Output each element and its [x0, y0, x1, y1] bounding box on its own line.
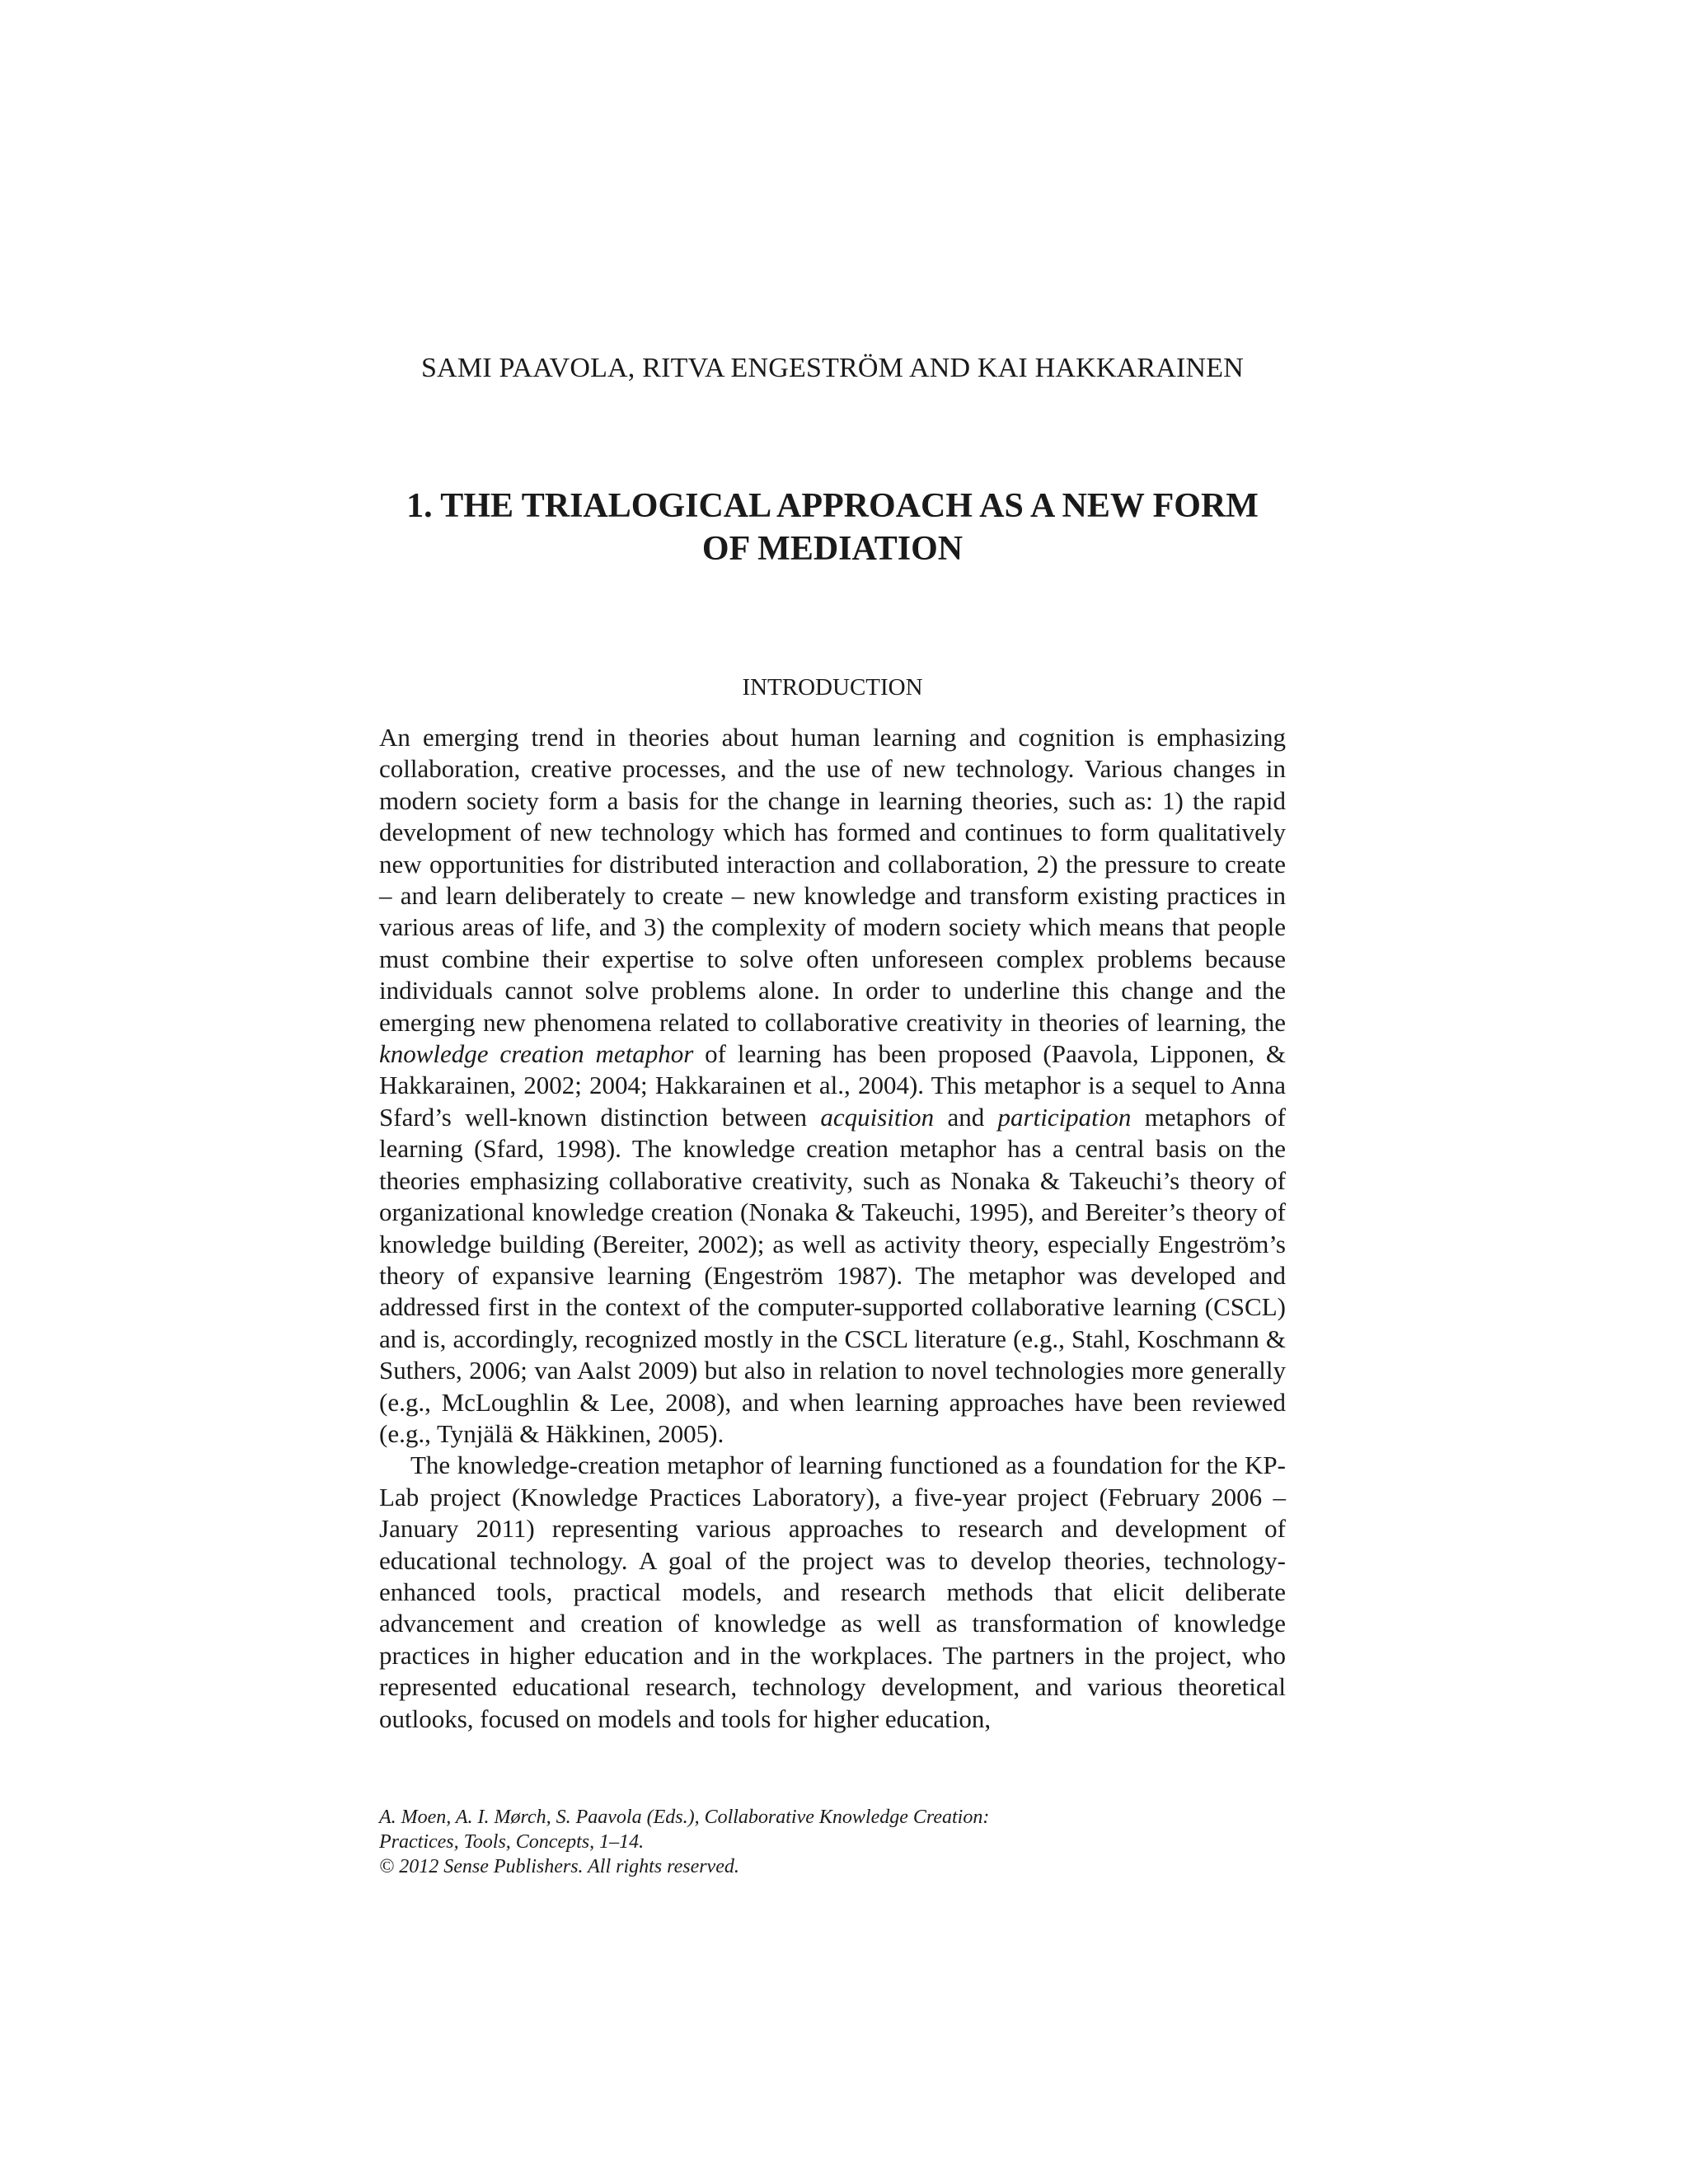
- footnote-line: Practices, Tools, Concepts, 1–14.: [379, 1831, 645, 1853]
- emphasis-term: acquisition: [820, 1102, 935, 1132]
- chapter-title: [363, 485, 1302, 570]
- section-heading: INTRODUCTION: [742, 674, 923, 701]
- chapter-title-line: 1. THE TRIALOGICAL APPROACH AS A NEW FORM: [406, 487, 1259, 525]
- footnote-line: © 2012 Sense Publishers. All rights reserved.: [379, 1856, 739, 1877]
- paragraph-text: metaphors of learning (Sfard, 1998). The knowledge creation metaphor has a central basis on the theories emphasizing collaborative creativity, such as Nonaka & Takeuchi’s theory of organizational knowledge creation (Nonaka & Takeuchi, 1995), and Bereiter’s theory of knowledge building (Bereiter, 2002); as well as activity theory, especially Engeström’s theory of expansive learning (Engeström 1987). The metaphor was developed and addressed first in the context of the computer-supported collaborative learning (CSCL) and is, accordingly, recognized mostly in the CSCL literature (e.g., Stahl, Koschmann & Suthers, 2006; van Aalst 2009) but also in relation to novel technologies more generally (e.g., McLoughlin & Lee, 2008), and when learning approaches have been reviewed (e.g., Tynjälä & Häkkinen, 2005).: [379, 1102, 1286, 1448]
- chapter-authors: SAMI PAAVOLA, RITVA ENGESTRÖM AND KAI HAKKARAINEN: [420, 353, 1245, 383]
- footnote-line: A. Moen, A. I. Mørch, S. Paavola (Eds.), Collaborative Knowledge Creation:: [379, 1807, 990, 1828]
- paragraph-text: of learning has been proposed (Paavola, Lipponen, & Hakkarainen, 2002; 2004; Hakkarainen et al., 2004). This metaphor is a sequel to Anna Sfard’s well-known distinction between: [379, 1039, 1286, 1132]
- emphasis-term: knowledge creation metaphor: [379, 1039, 694, 1069]
- paragraph: The knowledge-creation metaphor of learning functioned as a foundation for the KP-Lab project (Knowledge Practices Laboratory), a five-year project (February 2006 – January 2011) representing various approaches to research and development of educational technology. A goal of the project was to develop theories, technology-enhanced tools, practical models, and research methods that elicit deliberate advancement and creation of knowledge as well as transformation of knowledge practices in higher education and in the workplaces. The partners in the project, who represented educational research, technology development, and various theoretical outlooks, focused on models and tools for higher education,: [379, 1451, 1286, 1733]
- body-text: [379, 722, 1286, 1735]
- paragraph-text: An emerging trend in theories about human learning and cognition is emphasizing collaboration, creative processes, and the use of new technology. Various changes in modern society form a basis for the change in learning theories, such as: 1) the rapid development of new technology which has formed and continues to form qualitatively new opportunities for distributed interaction and collaboration, 2) the pressure to create – and learn deliberately to create – new knowledge and transform existing practices in various areas of life, and 3) the complexity of modern society which means that people must combine their expertise to solve often unforeseen complex problems because individuals cannot solve problems alone. In order to underline this change and the emerging new phenomena related to collaborative creativity in theories of learning, the: [379, 723, 1286, 1037]
- publication-footnote: [379, 1805, 1286, 1879]
- paragraph: [379, 722, 1286, 1450]
- emphasis-term: participation: [997, 1102, 1132, 1132]
- paragraph-text: and: [934, 1102, 998, 1132]
- chapter-title-line: OF MEDIATION: [701, 530, 964, 568]
